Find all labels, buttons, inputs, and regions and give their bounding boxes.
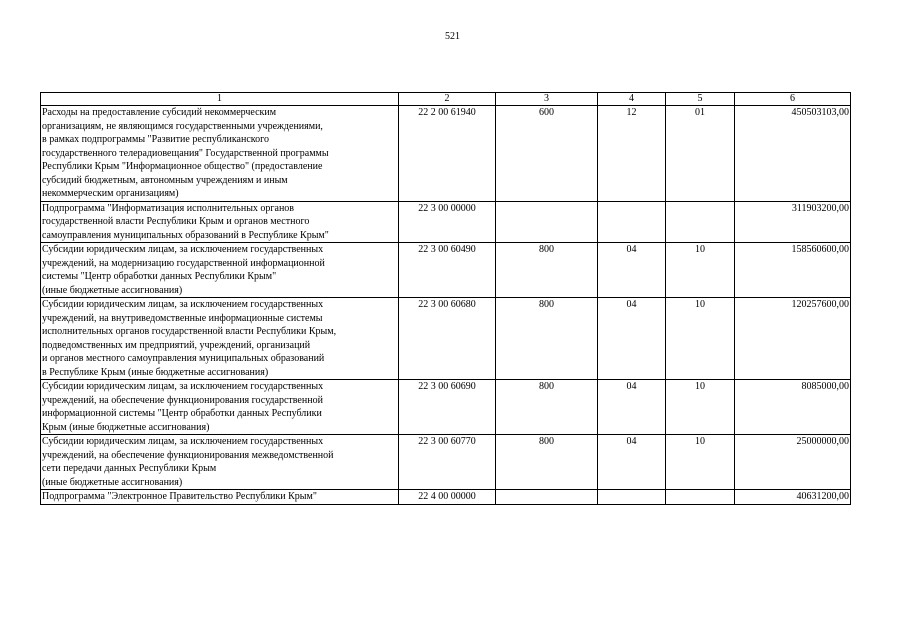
row-subsection: 10 bbox=[666, 435, 735, 490]
page-number: 521 bbox=[445, 31, 460, 42]
row-expense-type: 800 bbox=[496, 243, 598, 298]
row-description: Субсидии юридическим лицам, за исключением государственных учреждений, на обеспечение функционирования межведомственной сети передачи данных Республики Крым (иные бюджетные ассигнования) bbox=[41, 435, 399, 490]
row-target-code: 22 2 00 61940 bbox=[399, 106, 496, 202]
row-target-code: 22 3 00 60770 bbox=[399, 435, 496, 490]
column-header: 5 bbox=[666, 93, 735, 106]
table-row bbox=[41, 435, 851, 490]
row-section: 04 bbox=[598, 298, 666, 380]
column-header: 4 bbox=[598, 93, 666, 106]
row-expense-type bbox=[496, 490, 598, 505]
row-amount: 158560600,00 bbox=[735, 243, 851, 298]
row-amount: 8085000,00 bbox=[735, 380, 851, 435]
row-description: Подпрограмма "Электронное Правительство Республики Крым" bbox=[41, 490, 399, 505]
row-amount: 450503103,00 bbox=[735, 106, 851, 202]
column-header: 6 bbox=[735, 93, 851, 106]
row-subsection: 10 bbox=[666, 298, 735, 380]
column-header: 2 bbox=[399, 93, 496, 106]
table-row bbox=[41, 298, 851, 380]
row-subsection: 10 bbox=[666, 243, 735, 298]
row-expense-type: 600 bbox=[496, 106, 598, 202]
row-section bbox=[598, 201, 666, 243]
row-description: Расходы на предоставление субсидий некоммерческим организациям, не являющимся государственными учреждениями, в рамках подпрограммы "Развитие республиканского государственного телерадиовещания" Государственной программы Республики Крым "Информационное общество" (предоставление субсидий бюджетным, автономным учреждениям и иным некоммерческим организациям) bbox=[41, 106, 399, 202]
row-description: Субсидии юридическим лицам, за исключением государственных учреждений, на модернизацию государственной информационной системы "Центр обработки данных Республики Крым" (иные бюджетные ассигнования) bbox=[41, 243, 399, 298]
row-target-code: 22 4 00 00000 bbox=[399, 490, 496, 505]
row-subsection bbox=[666, 490, 735, 505]
row-description: Субсидии юридическим лицам, за исключением государственных учреждений, на обеспечение функционирования государственной информационной системы "Центр обработки данных Республики Крым (иные бюджетные ассигнования) bbox=[41, 380, 399, 435]
column-header: 1 bbox=[41, 93, 399, 106]
row-expense-type bbox=[496, 201, 598, 243]
row-target-code: 22 3 00 00000 bbox=[399, 201, 496, 243]
row-section: 04 bbox=[598, 435, 666, 490]
row-target-code: 22 3 00 60690 bbox=[399, 380, 496, 435]
row-subsection: 01 bbox=[666, 106, 735, 202]
table-row bbox=[41, 106, 851, 202]
table-row bbox=[41, 490, 851, 505]
row-expense-type: 800 bbox=[496, 380, 598, 435]
row-subsection: 10 bbox=[666, 380, 735, 435]
row-target-code: 22 3 00 60680 bbox=[399, 298, 496, 380]
row-expense-type: 800 bbox=[496, 435, 598, 490]
table-row bbox=[41, 243, 851, 298]
row-description: Подпрограмма "Информатизация исполнительных органов государственной власти Республики Крым и органов местного самоуправления муниципальных образований в Республике Крым" bbox=[41, 201, 399, 243]
row-description: Субсидии юридическим лицам, за исключением государственных учреждений, на внутриведомственные информационные системы исполнительных органов государственной власти Республики Крым, подведомственных им предприятий, учреждений, организаций и органов местного самоуправления муниципальных образований в Республике Крым (иные бюджетные ассигнования) bbox=[41, 298, 399, 380]
row-subsection bbox=[666, 201, 735, 243]
column-header: 3 bbox=[496, 93, 598, 106]
table-row bbox=[41, 201, 851, 243]
row-section bbox=[598, 490, 666, 505]
row-amount: 25000000,00 bbox=[735, 435, 851, 490]
row-amount: 40631200,00 bbox=[735, 490, 851, 505]
row-section: 04 bbox=[598, 380, 666, 435]
row-amount: 311903200,00 bbox=[735, 201, 851, 243]
row-expense-type: 800 bbox=[496, 298, 598, 380]
row-target-code: 22 3 00 60490 bbox=[399, 243, 496, 298]
table-row bbox=[41, 380, 851, 435]
table-header-row bbox=[41, 93, 851, 106]
row-section: 04 bbox=[598, 243, 666, 298]
row-amount: 120257600,00 bbox=[735, 298, 851, 380]
budget-table bbox=[40, 92, 851, 505]
row-section: 12 bbox=[598, 106, 666, 202]
